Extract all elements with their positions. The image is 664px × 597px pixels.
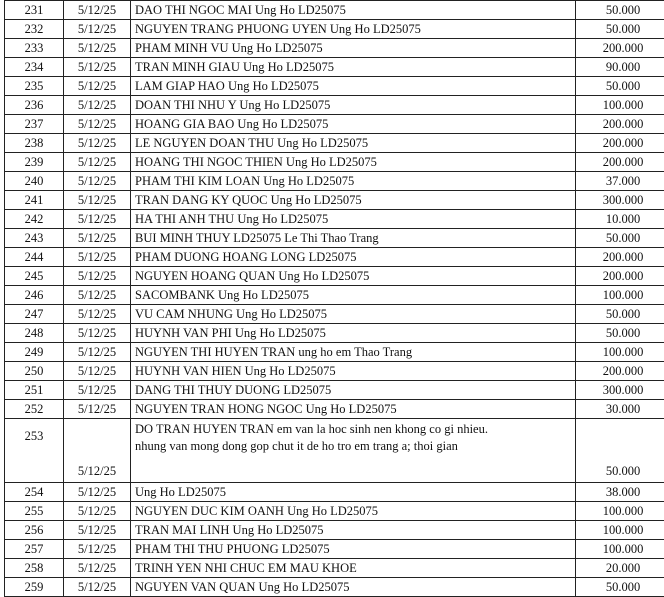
description-cell: DANG THI THUY DUONG LD25075	[131, 381, 576, 400]
row-number-cell: 248	[5, 324, 64, 343]
row-number-cell: 234	[5, 58, 64, 77]
date-cell: 5/12/25	[64, 559, 131, 578]
row-number-cell: 252	[5, 400, 64, 419]
row-number-cell: 233	[5, 39, 64, 58]
description-cell: PHAM MINH VU Ung Ho LD25075	[131, 39, 576, 58]
table-row	[5, 191, 664, 210]
date-cell: 5/12/25	[64, 324, 131, 343]
date-cell: 5/12/25	[64, 286, 131, 305]
row-number-cell: 254	[5, 483, 64, 502]
amount-cell: 200.000	[576, 248, 664, 267]
amount-cell: 50.000	[576, 305, 664, 324]
date-cell: 5/12/25	[64, 1, 131, 20]
date-cell: 5/12/25	[64, 210, 131, 229]
date-cell: 5/12/25	[64, 191, 131, 210]
table-row	[5, 248, 664, 267]
amount-cell: 30.000	[576, 400, 664, 419]
row-number-cell: 235	[5, 77, 64, 96]
table-row	[5, 305, 664, 324]
row-number-cell: 239	[5, 153, 64, 172]
amount-cell: 50.000	[576, 77, 664, 96]
date-cell: 5/12/25	[64, 578, 131, 597]
date-cell: 5/12/25	[64, 115, 131, 134]
description-cell: DAO THI NGOC MAI Ung Ho LD25075	[131, 1, 576, 20]
description-line: DO TRAN HUYEN TRAN em van la hoc sinh nen khong co gi nhieu.	[135, 421, 571, 438]
amount-cell: 300.000	[576, 191, 664, 210]
description-cell: VU CAM NHUNG Ung Ho LD25075	[131, 305, 576, 324]
row-number-cell: 249	[5, 343, 64, 362]
row-number-cell: 245	[5, 267, 64, 286]
row-number-cell: 232	[5, 20, 64, 39]
row-number-cell: 246	[5, 286, 64, 305]
date-cell: 5/12/25	[64, 521, 131, 540]
description-cell: TRAN MINH GIAU Ung Ho LD25075	[131, 58, 576, 77]
amount-cell: 100.000	[576, 540, 664, 559]
donation-table	[4, 0, 664, 597]
table-row	[5, 578, 664, 597]
table-row	[5, 324, 664, 343]
table-row	[5, 483, 664, 502]
table-row	[5, 134, 664, 153]
description-cell: Ung Ho LD25075	[131, 483, 576, 502]
date-cell: 5/12/25	[64, 248, 131, 267]
description-cell: HA THI ANH THU Ung Ho LD25075	[131, 210, 576, 229]
row-number-cell: 231	[5, 1, 64, 20]
row-number-cell: 240	[5, 172, 64, 191]
table-row	[5, 540, 664, 559]
row-number-cell: 257	[5, 540, 64, 559]
description-cell: LAM GIAP HAO Ung Ho LD25075	[131, 77, 576, 96]
amount-cell: 100.000	[576, 286, 664, 305]
description-cell: BUI MINH THUY LD25075 Le Thi Thao Trang	[131, 229, 576, 248]
table-row	[5, 115, 664, 134]
description-cell: TRINH YEN NHI CHUC EM MAU KHOE	[131, 559, 576, 578]
description-cell: NGUYEN TRANG PHUONG UYEN Ung Ho LD25075	[131, 20, 576, 39]
table-row	[5, 1, 664, 20]
row-number-cell: 256	[5, 521, 64, 540]
amount-cell: 90.000	[576, 58, 664, 77]
description-cell: NGUYEN HOANG QUAN Ung Ho LD25075	[131, 267, 576, 286]
description-cell: NGUYEN DUC KIM OANH Ung Ho LD25075	[131, 502, 576, 521]
amount-cell: 10.000	[576, 210, 664, 229]
row-number-cell: 237	[5, 115, 64, 134]
amount-cell: 100.000	[576, 521, 664, 540]
table-row	[5, 362, 664, 381]
table-row	[5, 77, 664, 96]
table-row	[5, 39, 664, 58]
description-cell: TRAN DANG KY QUOC Ung Ho LD25075	[131, 191, 576, 210]
description-line	[135, 455, 571, 472]
date-cell: 5/12/25	[64, 267, 131, 286]
amount-cell: 200.000	[576, 362, 664, 381]
row-number-cell: 247	[5, 305, 64, 324]
amount-cell: 300.000	[576, 381, 664, 400]
date-cell: 5/12/25	[64, 58, 131, 77]
date-cell: 5/12/25	[64, 483, 131, 502]
description-cell: SACOMBANK Ung Ho LD25075	[131, 286, 576, 305]
date-cell: 5/12/25	[64, 419, 131, 483]
description-cell: TRAN MAI LINH Ung Ho LD25075	[131, 521, 576, 540]
description-cell: PHAM THI KIM LOAN Ung Ho LD25075	[131, 172, 576, 191]
row-number-cell: 236	[5, 96, 64, 115]
amount-cell: 50.000	[576, 419, 664, 483]
date-cell: 5/12/25	[64, 343, 131, 362]
amount-cell: 50.000	[576, 1, 664, 20]
amount-cell: 200.000	[576, 134, 664, 153]
date-cell: 5/12/25	[64, 20, 131, 39]
description-cell: LE NGUYEN DOAN THU Ung Ho LD25075	[131, 134, 576, 153]
date-cell: 5/12/25	[64, 229, 131, 248]
amount-cell: 50.000	[576, 20, 664, 39]
table-row	[5, 521, 664, 540]
date-cell: 5/12/25	[64, 77, 131, 96]
amount-cell: 200.000	[576, 267, 664, 286]
date-cell: 5/12/25	[64, 362, 131, 381]
description-cell: NGUYEN TRAN HONG NGOC Ung Ho LD25075	[131, 400, 576, 419]
row-number-cell: 238	[5, 134, 64, 153]
table-row	[5, 210, 664, 229]
amount-cell: 200.000	[576, 153, 664, 172]
table-row	[5, 267, 664, 286]
amount-cell: 100.000	[576, 343, 664, 362]
table-row	[5, 400, 664, 419]
date-cell: 5/12/25	[64, 400, 131, 419]
amount-cell: 37.000	[576, 172, 664, 191]
amount-cell: 100.000	[576, 502, 664, 521]
description-cell: HUYNH VAN HIEN Ung Ho LD25075	[131, 362, 576, 381]
description-cell: HOANG THI NGOC THIEN Ung Ho LD25075	[131, 153, 576, 172]
date-cell: 5/12/25	[64, 172, 131, 191]
row-number-cell: 250	[5, 362, 64, 381]
date-cell: 5/12/25	[64, 502, 131, 521]
amount-cell: 200.000	[576, 39, 664, 58]
amount-cell: 38.000	[576, 483, 664, 502]
date-cell: 5/12/25	[64, 134, 131, 153]
table-row	[5, 229, 664, 248]
table-row	[5, 58, 664, 77]
row-number-cell: 241	[5, 191, 64, 210]
amount-cell: 100.000	[576, 96, 664, 115]
description-cell: PHAM DUONG HOANG LONG LD25075	[131, 248, 576, 267]
table-row	[5, 559, 664, 578]
date-cell: 5/12/25	[64, 39, 131, 58]
table-row	[5, 153, 664, 172]
table-row	[5, 172, 664, 191]
description-cell: NGUYEN THI HUYEN TRAN ung ho em Thao Trang	[131, 343, 576, 362]
row-number-cell: 259	[5, 578, 64, 597]
table-row	[5, 343, 664, 362]
row-number-cell: 242	[5, 210, 64, 229]
table-row	[5, 20, 664, 39]
description-cell: NGUYEN VAN QUAN Ung Ho LD25075	[131, 578, 576, 597]
amount-cell: 50.000	[576, 578, 664, 597]
row-number-cell: 251	[5, 381, 64, 400]
table-row	[5, 502, 664, 521]
description-cell	[131, 419, 576, 483]
table-row	[5, 96, 664, 115]
donation-statement-table	[4, 0, 658, 597]
amount-cell: 50.000	[576, 324, 664, 343]
date-cell: 5/12/25	[64, 381, 131, 400]
amount-cell: 50.000	[576, 229, 664, 248]
row-number-cell: 253	[5, 419, 64, 483]
description-cell: HUYNH VAN PHI Ung Ho LD25075	[131, 324, 576, 343]
row-number-cell: 255	[5, 502, 64, 521]
date-cell: 5/12/25	[64, 540, 131, 559]
description-cell: DOAN THI NHU Y Ung Ho LD25075	[131, 96, 576, 115]
date-cell: 5/12/25	[64, 153, 131, 172]
description-line: nhung van mong dong gop chut it de ho tro em trang a; thoi gian	[135, 438, 571, 455]
description-cell: PHAM THI THU PHUONG LD25075	[131, 540, 576, 559]
row-number-cell: 244	[5, 248, 64, 267]
date-cell: 5/12/25	[64, 305, 131, 324]
row-number-cell: 258	[5, 559, 64, 578]
row-number-cell: 243	[5, 229, 64, 248]
date-cell: 5/12/25	[64, 96, 131, 115]
description-cell: HOANG GIA BAO Ung Ho LD25075	[131, 115, 576, 134]
table-row	[5, 419, 664, 483]
table-body	[5, 1, 664, 597]
amount-cell: 20.000	[576, 559, 664, 578]
table-row	[5, 381, 664, 400]
table-row	[5, 286, 664, 305]
amount-cell: 200.000	[576, 115, 664, 134]
